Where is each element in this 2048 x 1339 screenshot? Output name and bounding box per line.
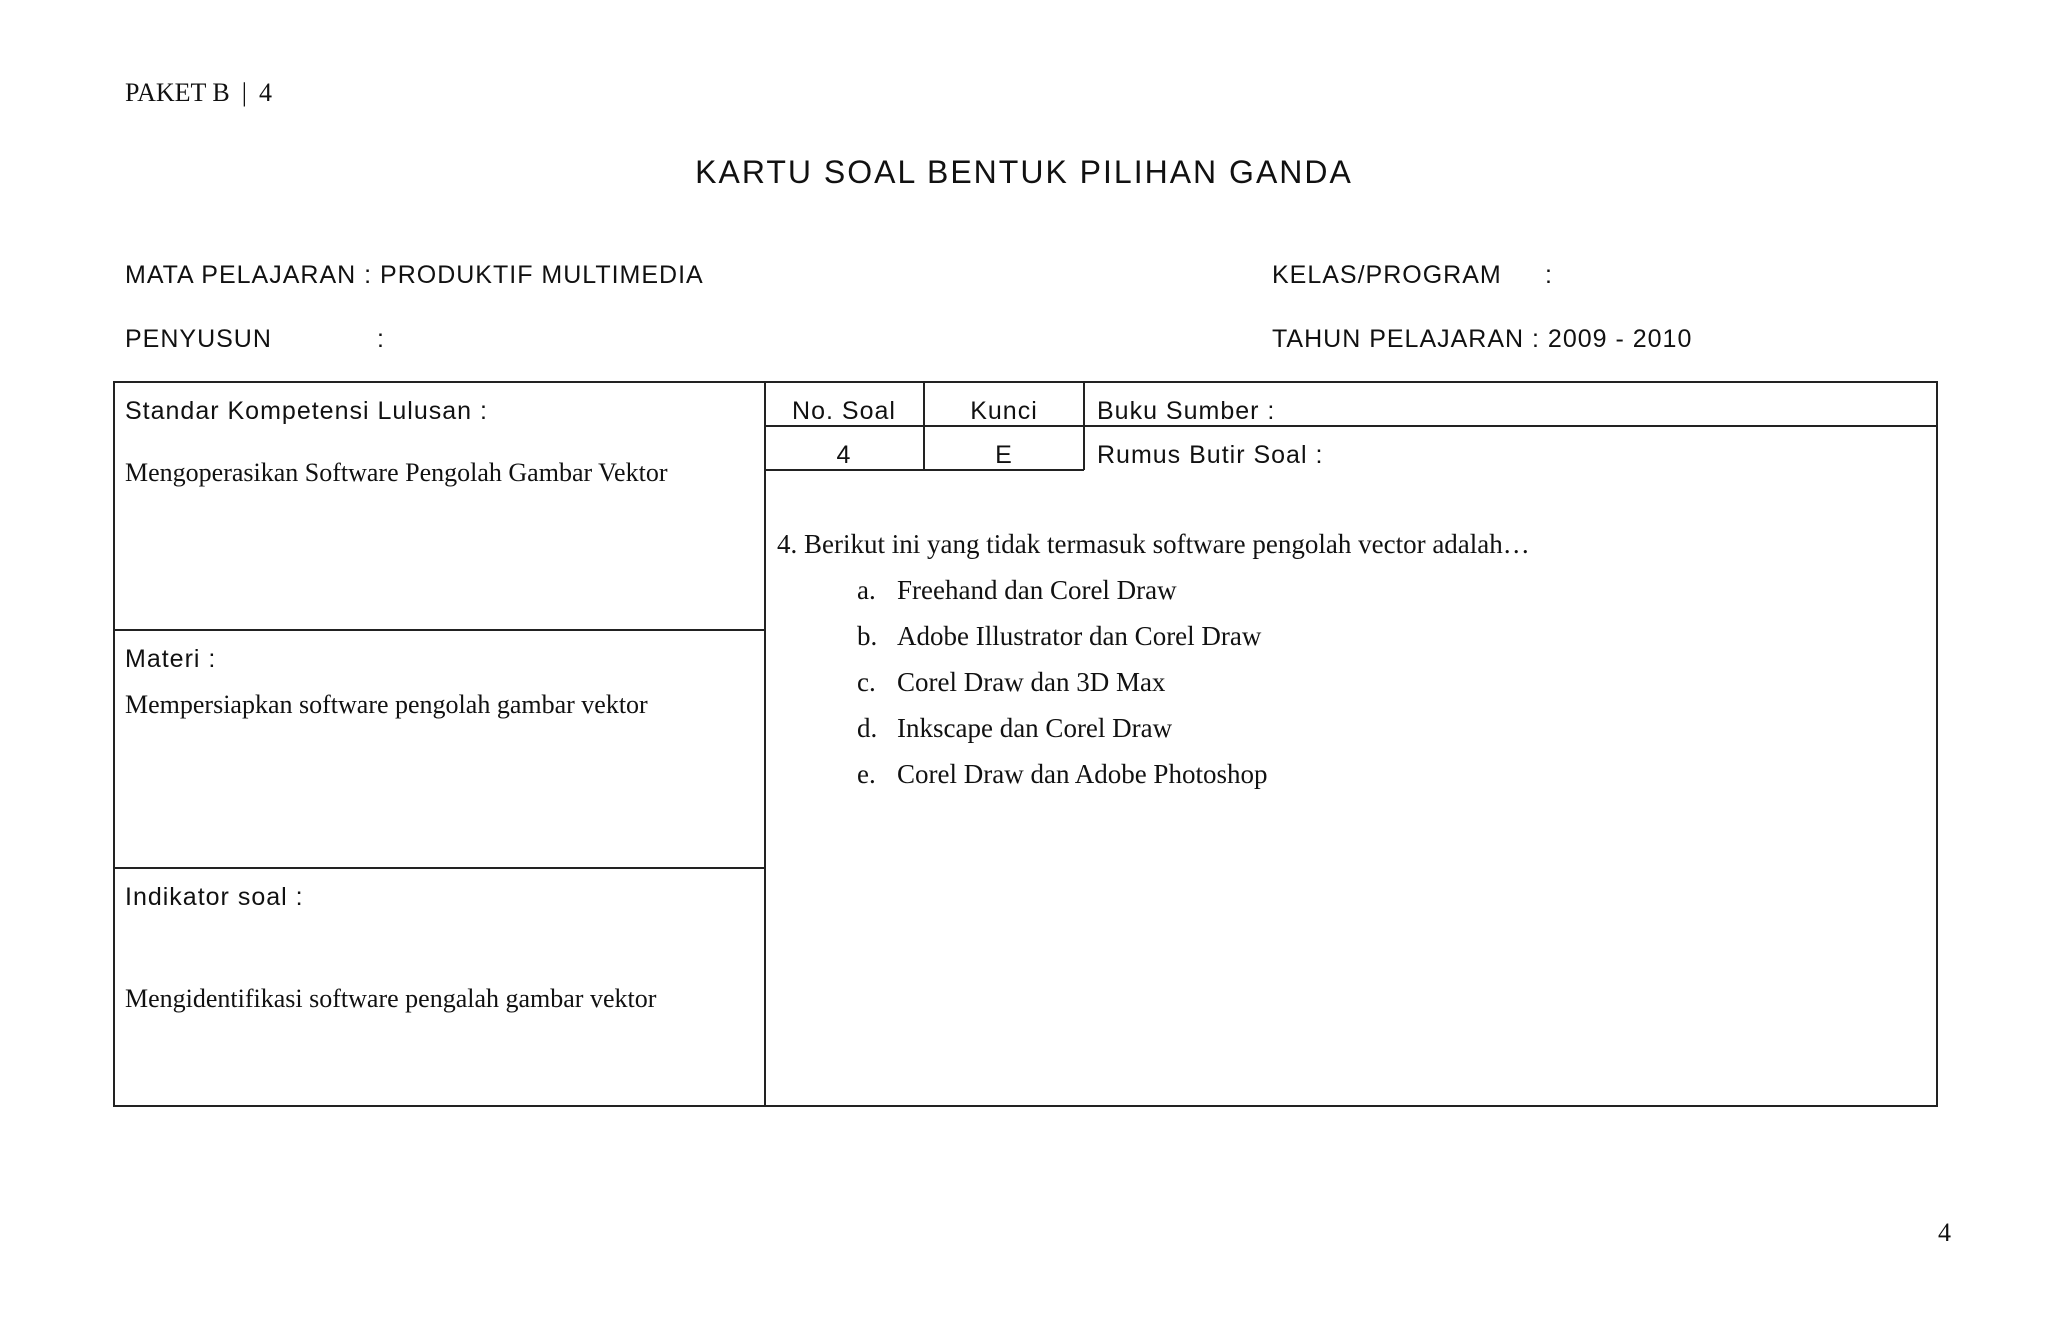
header-page: 4 (258, 78, 272, 107)
table-border-right (1936, 381, 1938, 1107)
materi-value: Mempersiapkan software pengolah gambar vektor (125, 690, 648, 719)
table-border-left (113, 381, 115, 1107)
no-soal-value: 4 (836, 441, 852, 469)
buku-sumber-label: Buku Sumber : (1097, 397, 1276, 425)
indikator-value: Mengidentifikasi software pengalah gambar vektor (125, 984, 657, 1013)
kunci-label: Kunci (970, 397, 1038, 425)
option-text: Corel Draw dan 3D Max (897, 667, 1166, 697)
penyusun-colon: : (377, 325, 385, 353)
option-letter: d. (857, 713, 878, 743)
kunci-value: E (995, 441, 1013, 469)
page-number: 4 (1938, 1218, 1951, 1247)
skl-label: Standar Kompetensi Lulusan : (125, 397, 488, 425)
no-soal-label: No. Soal (792, 397, 896, 425)
document-title: KARTU SOAL BENTUK PILIHAN GANDA (695, 154, 1353, 190)
materi-label: Materi : (125, 645, 217, 673)
table-divider-kunci-buku (1083, 381, 1085, 470)
table-border-top (113, 381, 1938, 383)
option-text: Corel Draw dan Adobe Photoshop (897, 759, 1268, 789)
option-c (857, 667, 1165, 698)
option-b (857, 621, 1261, 652)
table-divider-indikator (113, 867, 765, 869)
header-separator: | (241, 78, 247, 107)
tahun-pelajaran: TAHUN PELAJARAN : 2009 - 2010 (1272, 325, 1693, 353)
option-e (857, 759, 1267, 790)
table-column-divider (764, 381, 766, 1107)
table-divider-materi (113, 629, 765, 631)
option-text: Adobe Illustrator dan Corel Draw (897, 621, 1262, 651)
skl-value: Mengoperasikan Software Pengolah Gambar Vektor (125, 458, 668, 487)
option-d (857, 713, 1172, 744)
rumus-butir-soal-label: Rumus Butir Soal : (1097, 441, 1324, 469)
option-text: Freehand dan Corel Draw (897, 575, 1177, 605)
option-letter: e. (857, 759, 876, 789)
page-header (125, 78, 272, 108)
option-letter: b. (857, 621, 878, 651)
option-letter: c. (857, 667, 876, 697)
question-text: 4. Berikut ini yang tidak termasuk software pengolah vector adalah… (777, 529, 1530, 559)
option-letter: a. (857, 575, 876, 605)
option-a (857, 575, 1177, 606)
indikator-label: Indikator soal : (125, 883, 304, 911)
penyusun-label: PENYUSUN (125, 325, 272, 353)
table-border-bottom (113, 1105, 1938, 1107)
kelas-program-colon: : (1545, 261, 1553, 289)
paket-label: PAKET B (125, 78, 230, 107)
kelas-program-label: KELAS/PROGRAM (1272, 261, 1502, 289)
option-text: Inkscape dan Corel Draw (897, 713, 1173, 743)
mata-pelajaran: MATA PELAJARAN : PRODUKTIF MULTIMEDIA (125, 261, 704, 289)
